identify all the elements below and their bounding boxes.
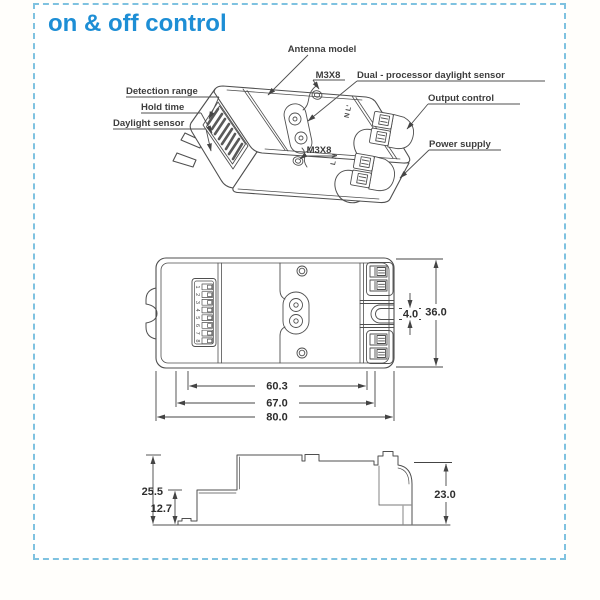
dim-right-height: 23.0 xyxy=(434,489,456,501)
svg-text:6: 6 xyxy=(194,323,200,328)
m3x8-bottom-label: M3X8 xyxy=(306,145,332,156)
m3x8-top-label: M3X8 xyxy=(315,70,341,81)
svg-text:5: 5 xyxy=(194,316,200,320)
dim-step-height: 12.7 xyxy=(150,503,172,515)
page-title: on & off control xyxy=(48,10,227,37)
sensor-area-top-view xyxy=(280,263,309,363)
dim-slot: 4.0 xyxy=(402,308,419,321)
antenna-model-label: Antenna model xyxy=(287,44,357,55)
svg-text:3: 3 xyxy=(194,300,200,304)
dim-height: 36.0 xyxy=(425,306,447,319)
daylight-sensor-label: Daylight sensor xyxy=(113,118,185,129)
dim-total-height: 25.5 xyxy=(141,486,163,498)
dip-switch-block xyxy=(192,279,216,347)
terminal-marking-top: N L' xyxy=(343,104,354,119)
side-profile xyxy=(178,452,412,526)
screw-holes-top-view xyxy=(297,266,307,358)
svg-text:4: 4 xyxy=(194,308,200,312)
power-supply-label: Power supply xyxy=(429,139,491,150)
terminal-marking-bottom: L N xyxy=(329,153,340,166)
body-inner-outline xyxy=(161,263,389,363)
detection-range-label: Detection range xyxy=(126,86,198,97)
side-view-dimensions xyxy=(142,455,459,524)
svg-text:8: 8 xyxy=(194,339,200,343)
svg-text:2: 2 xyxy=(194,293,200,297)
dip-numbers xyxy=(194,285,200,342)
left-tab-top-view xyxy=(146,288,157,339)
dual-sensor-label: Dual - processor daylight sensor xyxy=(357,70,505,81)
dip-rows xyxy=(202,284,213,344)
output-control-label: Output control xyxy=(428,93,494,104)
hold-time-label: Hold time xyxy=(141,102,185,113)
svg-text:1: 1 xyxy=(194,285,200,289)
dim-inner: 60.3 xyxy=(266,380,288,393)
dim-overall: 80.0 xyxy=(266,411,288,424)
svg-text:7: 7 xyxy=(194,331,200,335)
dim-mid: 67.0 xyxy=(266,397,288,410)
top-view xyxy=(146,258,394,368)
